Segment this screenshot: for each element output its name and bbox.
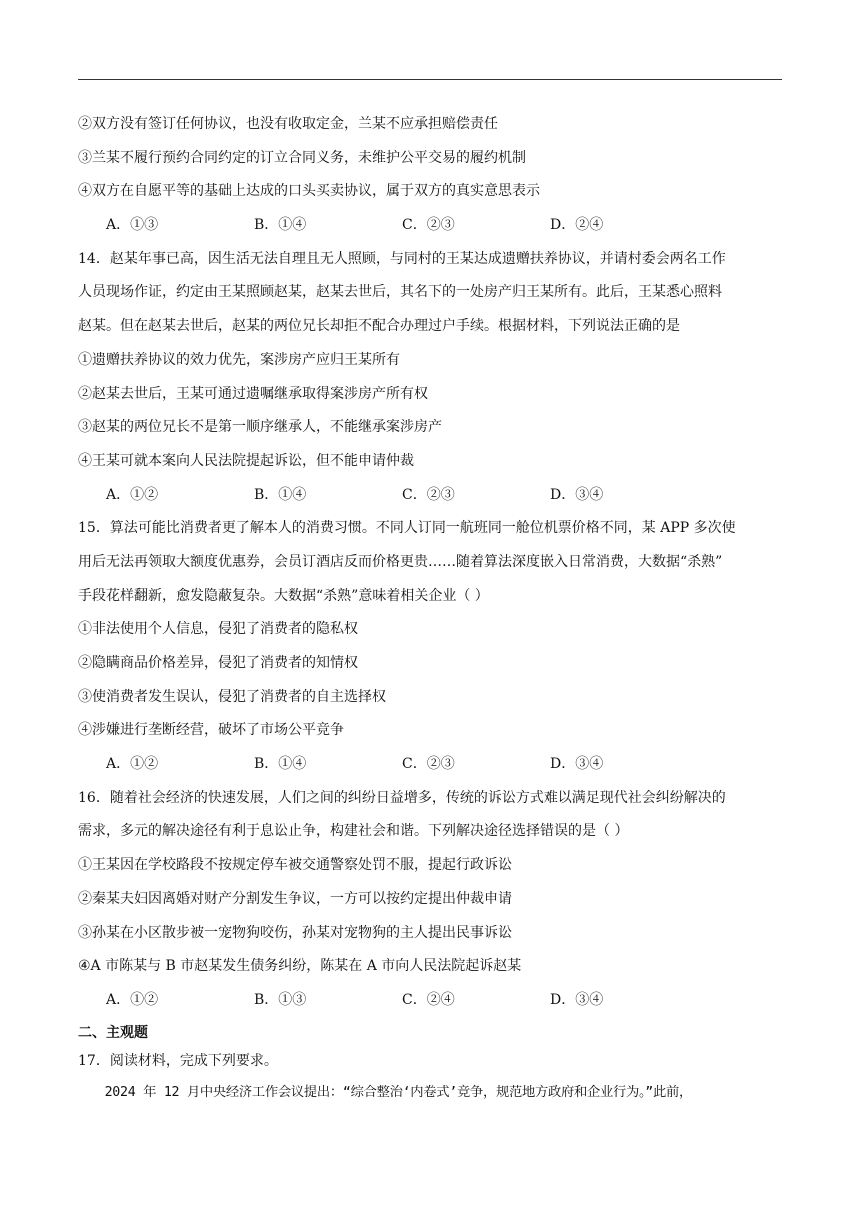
question-13-continued <box>78 108 782 243</box>
q16-statement-1: ①王某因在学校路段不按规定停车被交通警察处罚不服，提起行政诉讼 <box>78 857 512 874</box>
q13-option-c: C．②③ <box>402 217 455 234</box>
q14-stem-line-1: 14．赵某年事已高，因生活无法自理且无人照顾，与同村的王某达成遗赠扶养协议，并请村委会两名工作 <box>78 250 726 267</box>
q13-option-a: A．①③ <box>106 217 159 234</box>
q14-options <box>78 479 782 513</box>
q14-stem-line-2: 人员现场作证，约定由王某照顾赵某，赵某去世后，其名下的一处房产归王某所有。此后，王某悉心照料 <box>78 284 722 301</box>
q14-option-a: A．①② <box>106 486 159 503</box>
q16-option-b: B．①③ <box>254 991 307 1008</box>
q15-statement-1: ①非法使用个人信息，侵犯了消费者的隐私权 <box>78 621 358 638</box>
question-17 <box>78 1046 782 1109</box>
section-heading-subjective: 二、主观题 <box>78 1024 148 1041</box>
q16-stem-line-2: 需求，多元的解决途径有利于息讼止争，构建社会和谐。下列解决途径选择错误的是（ ） <box>78 823 629 840</box>
q16-option-c: C．②④ <box>402 991 455 1008</box>
q14-stem-line-3: 赵某。但在赵某去世后，赵某的两位兄长却拒不配合办理过户手续。根据材料，下列说法正确的是 <box>78 318 680 335</box>
q15-option-b: B．①④ <box>254 756 307 773</box>
q14-option-b: B．①④ <box>254 486 307 503</box>
question-14 <box>78 243 782 513</box>
q13-statement-4: ④双方在自愿平等的基础上达成的口头买卖协议，属于双方的真实意思表示 <box>78 183 540 200</box>
q15-stem-line-3: 手段花样翻新，愈发隐蔽复杂。大数据“杀熟”意味着相关企业（ ） <box>78 587 489 604</box>
q15-statement-3: ③使消费者发生误认，侵犯了消费者的自主选择权 <box>78 688 386 705</box>
q14-statement-1: ①遗赠扶养协议的效力优先，案涉房产应归王某所有 <box>78 351 400 368</box>
q13-statement-3: ③兰某不履行预约合同约定的订立合同义务，未维护公平交易的履约机制 <box>78 149 526 166</box>
q15-option-c: C．②③ <box>402 756 455 773</box>
q14-statement-4: ④王某可就本案向人民法院提起诉讼，但不能申请仲裁 <box>78 452 414 469</box>
q13-option-b: B．①④ <box>254 217 307 234</box>
q14-option-c: C．②③ <box>402 486 455 503</box>
q13-statement-2: ②双方没有签订任何协议，也没有收取定金，兰某不应承担赔偿责任 <box>78 116 498 132</box>
q16-options <box>78 984 782 1018</box>
q15-statement-4: ④涉嫌进行垄断经营，破坏了市场公平竞争 <box>78 722 344 739</box>
q15-option-d: D．③④ <box>550 756 604 773</box>
q16-statement-2: ②秦某夫妇因离婚对财产分割发生争议，一方可以按约定提出仲裁申请 <box>78 890 512 907</box>
q16-statement-3: ③孙某在小区散步被一宠物狗咬伤，孙某对宠物狗的主人提出民事诉讼 <box>78 924 512 941</box>
q15-stem-line-1: 15．算法可能比消费者更了解本人的消费习惯。不同人订同一航班同一舱位机票价格不同，某 APP 多次使 <box>78 520 736 537</box>
q17-material-line-1: 2024 年 12 月中央经济工作会议提出：“综合整治‘内卷式’竞争，规范地方政府和企业行为。”此前， <box>104 1084 692 1100</box>
q14-statement-2: ②赵某去世后，王某可通过遗嘱继承取得案涉房产所有权 <box>78 385 428 402</box>
q16-statement-4: ④A 市陈某与 B 市赵某发生债务纠纷，陈某在 A 市向人民法院起诉赵某 <box>78 958 522 975</box>
exam-page <box>78 108 782 1109</box>
q16-stem-line-1: 16．随着社会经济的快速发展，人们之间的纠纷日益增多，传统的诉讼方式难以满足现代社会纠纷解决的 <box>78 789 726 806</box>
q15-statement-2: ②隐瞒商品价格差异，侵犯了消费者的知情权 <box>78 655 358 671</box>
question-16 <box>78 782 782 1018</box>
q14-statement-3: ③赵某的两位兄长不是第一顺序继承人，不能继承案涉房产 <box>78 419 442 436</box>
question-15 <box>78 512 782 782</box>
q16-option-a: A．①② <box>106 991 159 1008</box>
q17-stem: 17．阅读材料，完成下列要求。 <box>78 1052 278 1069</box>
q13-options <box>78 209 782 243</box>
q16-option-d: D．③④ <box>550 991 604 1008</box>
q13-option-d: D．②④ <box>550 217 604 234</box>
header-rule <box>78 79 782 80</box>
q14-option-d: D．③④ <box>550 486 604 503</box>
q15-option-a: A．①② <box>106 756 159 773</box>
q15-options <box>78 748 782 782</box>
q15-stem-line-2: 用后无法再领取大额度优惠券，会员订酒店反而价格更贵……随着算法深度嵌入日常消费，大数据“杀熟” <box>78 553 723 570</box>
